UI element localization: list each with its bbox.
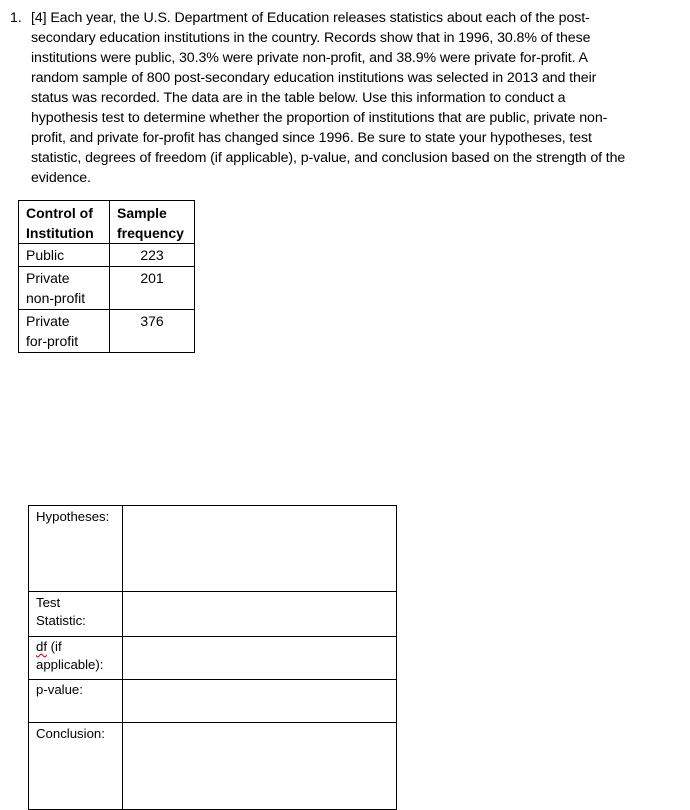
df-answer-space[interactable] xyxy=(123,637,397,680)
label-line: Test xyxy=(36,595,61,610)
header-line: Institution xyxy=(26,225,94,241)
question-line: hypothesis test to determine whether the proportion of institutions that are public, private non- xyxy=(31,110,608,126)
header-sample-frequency xyxy=(110,201,195,244)
test-statistic-label xyxy=(29,592,123,637)
question-line: secondary education institutions in the country. Records show that in 1996, 30.8% of these xyxy=(31,30,591,46)
table-row xyxy=(19,244,195,267)
table-row xyxy=(19,267,195,310)
question-line: [4] Each year, the U.S. Department of Education releases statistics about each of the post- xyxy=(31,10,590,26)
header-line: frequency xyxy=(117,225,184,241)
question-line: evidence. xyxy=(31,170,91,186)
institution-name: Private xyxy=(26,270,70,286)
question-number: 1. xyxy=(10,10,22,26)
question-line: statistic, degrees of freedom (if applicable), p-value, and conclusion based on the strength of the xyxy=(31,150,626,166)
question-line: institutions were public, 30.3% were private non-profit, and 38.9% were private for-profit. A xyxy=(31,50,588,66)
table-header-row xyxy=(19,201,195,244)
frequency-cell: 376 xyxy=(110,310,195,353)
institution-cell xyxy=(19,267,110,310)
table-row xyxy=(19,310,195,353)
conclusion-answer-space[interactable] xyxy=(123,723,397,810)
header-control-of-institution xyxy=(19,201,110,244)
question-line: profit, and private for-profit has changed since 1996. Be sure to state your hypotheses, test xyxy=(31,130,592,146)
hypotheses-answer-space[interactable] xyxy=(123,506,397,592)
p-value-answer-space[interactable] xyxy=(123,680,397,723)
institution-name-line2: for-profit xyxy=(26,333,79,349)
question-line: random sample of 800 post-secondary education institutions was selected in 2013 and their xyxy=(31,70,597,86)
institution-name-line2: non-profit xyxy=(26,290,86,306)
frequency-cell: 201 xyxy=(110,267,195,310)
institution-name: Public xyxy=(26,247,65,263)
answer-row-df xyxy=(29,637,397,680)
p-value-label: p-value: xyxy=(29,680,123,723)
answer-row-conclusion xyxy=(29,723,397,810)
answer-row-p-value xyxy=(29,680,397,723)
institution-name: Private xyxy=(26,313,70,329)
frequency-cell: 223 xyxy=(110,244,195,267)
header-line: Control of xyxy=(26,205,93,221)
answer-row-hypotheses xyxy=(29,506,397,592)
test-statistic-answer-space[interactable] xyxy=(123,592,397,637)
answer-row-test-statistic xyxy=(29,592,397,637)
label-line: (if xyxy=(47,639,62,654)
label-line: applicable): xyxy=(36,657,104,672)
question-line: status was recorded. The data are in the table below. Use this information to conduct a xyxy=(31,90,566,106)
frequency-table xyxy=(18,200,195,353)
df-abbreviation: df xyxy=(36,639,47,654)
conclusion-label: Conclusion: xyxy=(29,723,123,810)
df-label xyxy=(29,637,123,680)
question-text xyxy=(31,8,679,188)
label-line: Statistic: xyxy=(36,613,86,628)
header-line: Sample xyxy=(117,205,167,221)
institution-cell xyxy=(19,310,110,353)
institution-cell xyxy=(19,244,110,267)
hypotheses-label: Hypotheses: xyxy=(29,506,123,592)
answer-table xyxy=(28,505,397,810)
